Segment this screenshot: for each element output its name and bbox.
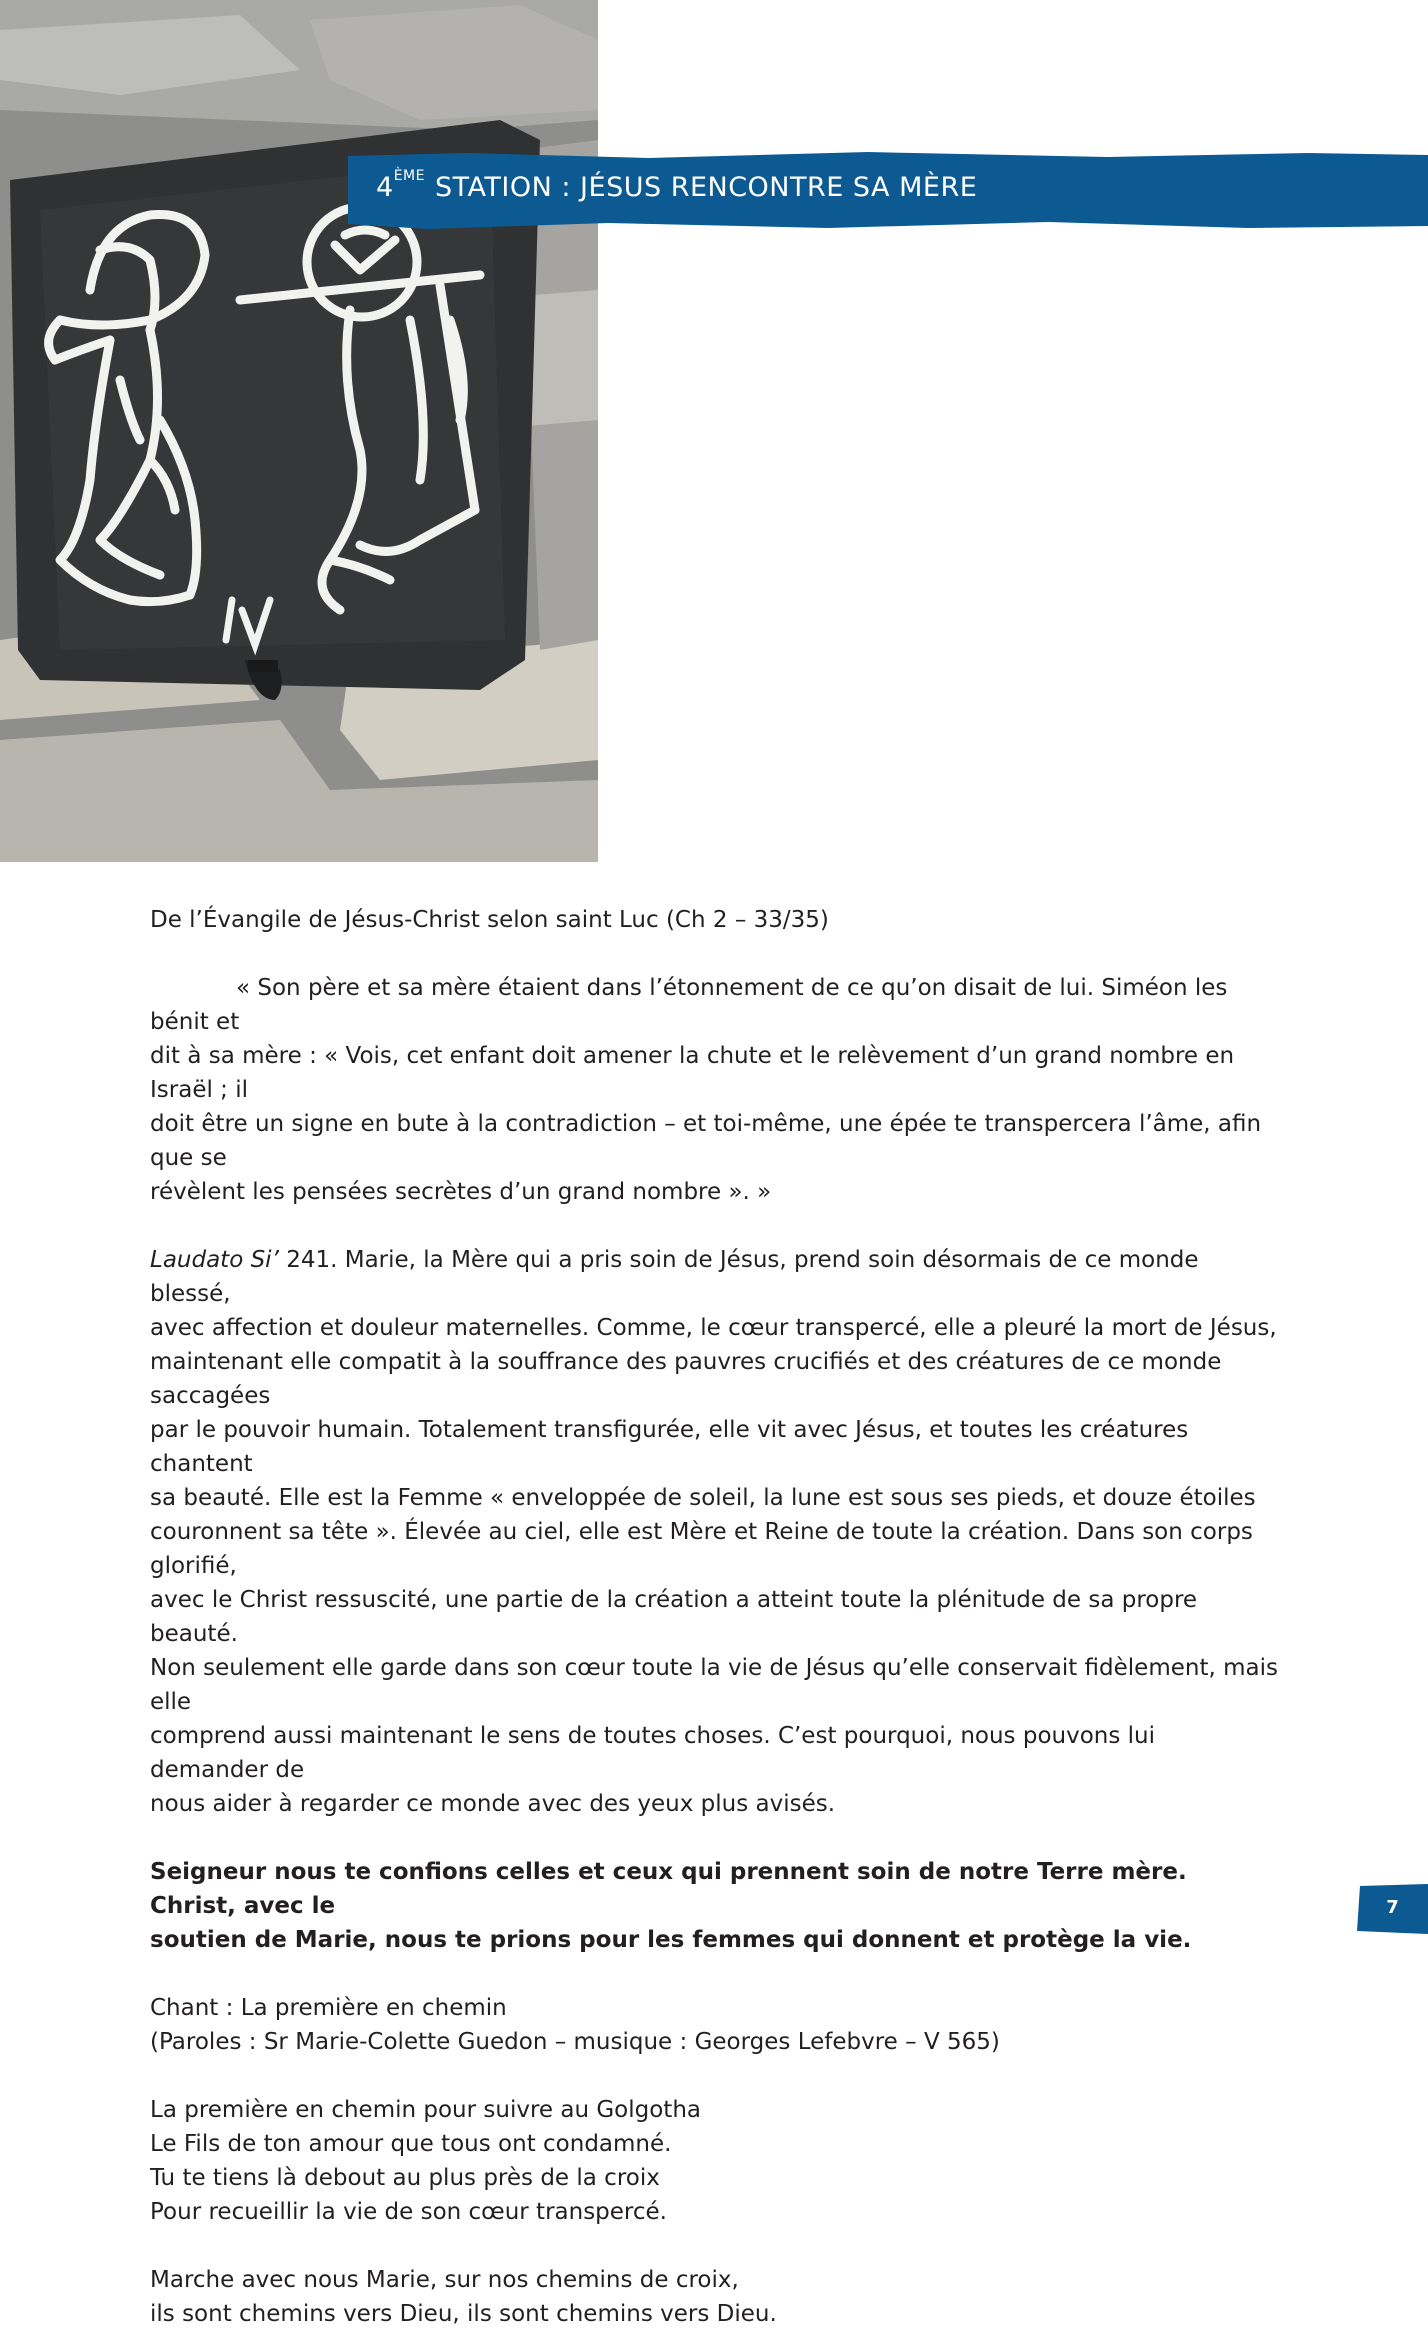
station-title-banner <box>348 150 1428 230</box>
prayer-paragraph <box>150 1855 1280 1957</box>
chant-credits: (Paroles : Sr Marie-Colette Guedon – musique : Georges Lefebvre – V 565) <box>150 2029 1000 2055</box>
prayer-line: Seigneur nous te confions celles et ceux qui prennent soin de notre Terre mère. Christ, avec le <box>150 1859 1187 1919</box>
station-number-suffix: ÈME <box>393 168 425 184</box>
chant-verse <box>150 2093 1280 2229</box>
verse-line: Pour recueillir la vie de son cœur transpercé. <box>150 2199 667 2225</box>
prayer-line: soutien de Marie, nous te prions pour les femmes qui donnent et protège la vie. <box>150 1927 1192 1953</box>
laudato-first-line-text: 241. Marie, la Mère qui a pris soin de Jésus, prend soin désormais de ce monde blessé, <box>150 1247 1199 1307</box>
verse-line: Tu te tiens là debout au plus près de la croix <box>150 2165 660 2191</box>
laudato-line: nous aider à regarder ce monde avec des yeux plus avisés. <box>150 1791 836 1817</box>
main-text <box>150 903 1280 2331</box>
gospel-quote <box>150 971 1280 1209</box>
laudato-si-paragraph <box>150 1243 1280 1821</box>
gospel-quote-line: dit à sa mère : « Vois, cet enfant doit amener la chute et le relèvement d’un grand nombre en Israël ; il <box>150 1043 1235 1103</box>
verse-line: La première en chemin pour suivre au Golgotha <box>150 2097 701 2123</box>
station-photo <box>0 0 598 862</box>
laudato-line: Non seulement elle garde dans son cœur toute la vie de Jésus qu’elle conservait fidèlement, mais elle <box>150 1655 1278 1715</box>
laudato-line: avec le Christ ressuscité, une partie de la création a atteint toute la plénitude de sa propre beauté. <box>150 1587 1198 1647</box>
laudato-first-line <box>150 1243 1280 1311</box>
laudato-line: comprend aussi maintenant le sens de toutes choses. C’est pourquoi, nous pouvons lui demander de <box>150 1723 1156 1783</box>
station-title-text: STATION : JÉSUS RENCONTRE SA MÈRE <box>434 172 978 203</box>
chant-refrain <box>150 2263 1280 2331</box>
laudato-line: avec affection et douleur maternelles. Comme, le cœur transpercé, elle a pleuré la mort de Jésus, <box>150 1315 1277 1341</box>
laudato-line: par le pouvoir humain. Totalement transfigurée, elle vit avec Jésus, et toutes les créatures chantent <box>150 1417 1189 1477</box>
gospel-quote-line: « Son père et sa mère étaient dans l’étonnement de ce qu’on disait de lui. Siméon les bénit et <box>150 975 1228 1035</box>
refrain-line: ils sont chemins vers Dieu, ils sont chemins vers Dieu. <box>150 2301 777 2327</box>
chant-title: Chant : La première en chemin <box>150 1995 507 2021</box>
gospel-reference: De l’Évangile de Jésus-Christ selon saint Luc (Ch 2 – 33/35) <box>150 907 829 933</box>
gospel-quote-line: révèlent les pensées secrètes d’un grand nombre ». » <box>150 1179 772 1205</box>
laudato-source: Laudato Si’ <box>150 1247 279 1273</box>
station-title <box>376 168 978 203</box>
gospel-quote-line: doit être un signe en bute à la contradiction – et toi-même, une épée te transpercera l’âme, afin que se <box>150 1111 1262 1171</box>
station-number: 4 <box>376 172 394 203</box>
page-number: 7 <box>1386 1897 1399 1918</box>
laudato-line: couronnent sa tête ». Élevée au ciel, elle est Mère et Reine de toute la création. Dans son corps glorifié, <box>150 1519 1253 1579</box>
laudato-line: maintenant elle compatit à la souffrance des pauvres crucifiés et des créatures de ce monde saccagées <box>150 1349 1222 1409</box>
verse-line: Le Fils de ton amour que tous ont condamné. <box>150 2131 672 2157</box>
refrain-line: Marche avec nous Marie, sur nos chemins de croix, <box>150 2267 739 2293</box>
page-number-tab <box>1357 1884 1428 1934</box>
laudato-line: sa beauté. Elle est la Femme « enveloppée de soleil, la lune est sous ses pieds, et douze étoiles <box>150 1485 1256 1511</box>
